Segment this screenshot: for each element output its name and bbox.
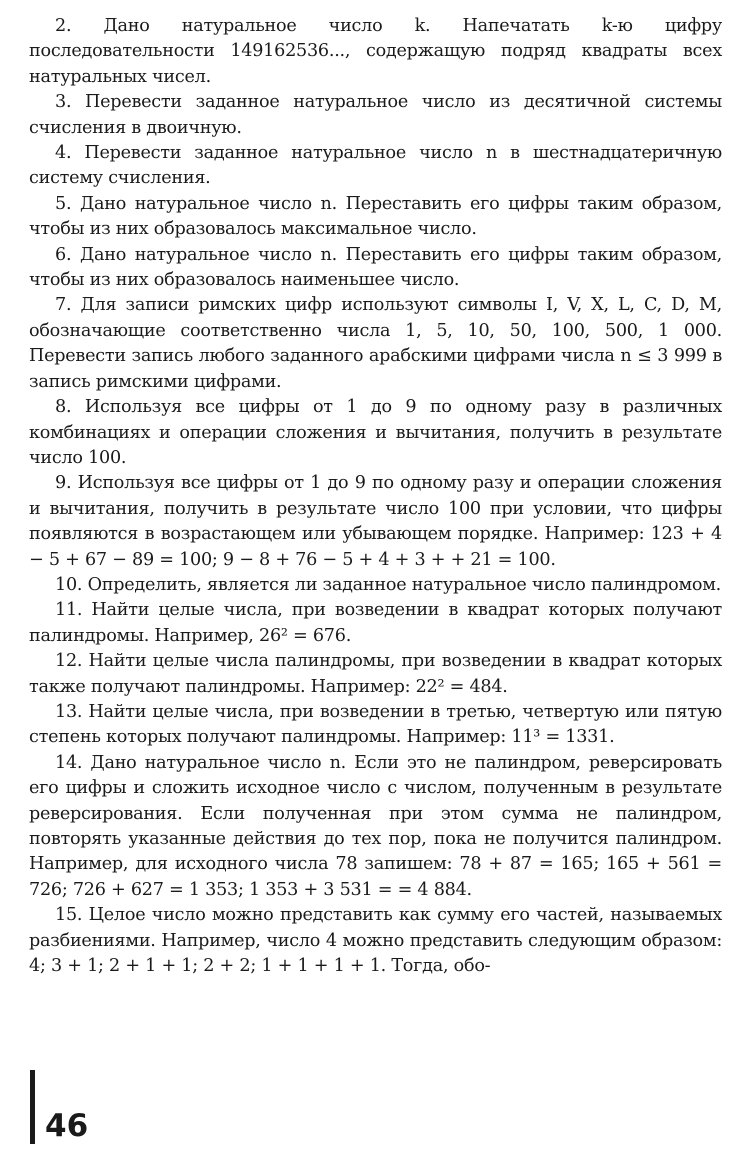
exercise-2: 2. Дано натуральное число k. Напечатать k-ю цифру последовательности 149162536..., содержащую подряд квадраты всех натуральных чисел.: [29, 16, 722, 87]
exercise-4: 4. Перевести заданное натуральное число n в шестнадцатеричную систему счисления.: [29, 143, 722, 189]
page-number: 46: [45, 1108, 89, 1144]
exercise-6: 6. Дано натуральное число n. Переставить его цифры таким образом, чтобы из них образовалось наименьшее число.: [29, 244, 722, 291]
exercise-7: 7. Для записи римских цифр используют символы I, V, X, L, C, D, M, обозначающие соответственно числа 1, 5, 10, 50, 100, 500, 1 000. Перевести запись любого заданного арабскими цифрами числа n ≤ 3 999 в запись римскими цифрами.: [29, 295, 722, 392]
page-number-rule: [30, 1070, 35, 1144]
exercise-11: 11. Найти целые числа, при возведении в квадрат которых получают палиндромы. Например, 26² = 676.: [29, 600, 722, 646]
exercise-10: 10. Определить, является ли заданное натуральное число палиндромом.: [55, 574, 722, 595]
exercise-8: 8. Используя все цифры от 1 до 9 по одному разу в различных комбинациях и операции сложения и вычитания, получить в результате число 100.: [29, 397, 722, 468]
exercise-9: 9. Используя все цифры от 1 до 9 по одному разу и операции сложения и вычитания, получить в результате число 100 при условии, что цифры появляются в возрастающем или убывающем порядке. Например: 123 + 4 − 5 + 67 − 89 = 100; 9 − 8 + 76 − 5 + 4 + 3 + + 21 = 100.: [29, 473, 722, 570]
exercise-12: 12. Найти целые числа палиндромы, при возведении в квадрат которых также получают палиндромы. Например: 22² = 484.: [29, 651, 722, 697]
page-body-text: [29, 14, 722, 979]
exercise-15: 15. Целое число можно представить как сумму его частей, называемых разбиениями. Например, число 4 можно представить следующим образом: 4; 3 + 1; 2 + 1 + 1; 2 + 2; 1 + 1 + 1 + 1. Тогда, обо-: [29, 905, 722, 977]
exercise-3: 3. Перевести заданное натуральное число из десятичной системы счисления в двоичную.: [29, 92, 722, 138]
exercise-5: 5. Дано натуральное число n. Переставить его цифры таким образом, чтобы из них образовалось максимальное число.: [29, 193, 722, 240]
exercise-13: 13. Найти целые числа, при возведении в третью, четвертую или пятую степень которых получают палиндромы. Например: 11³ = 1331.: [29, 701, 722, 748]
exercise-14: 14. Дано натуральное число n. Если это не палиндром, реверсировать его цифры и сложить исходное число с числом, полученным в результате реверсирования. Если полученная при этом сумма не палиндром, повторять указанные действия до тех пор, пока не получится палиндром. Например, для исходного числа 78 запишем: 78 + 87 = 165; 165 + 561 = 726; 726 + 627 = 1 353; 1 353 + 3 531 = = 4 884.: [29, 752, 722, 900]
